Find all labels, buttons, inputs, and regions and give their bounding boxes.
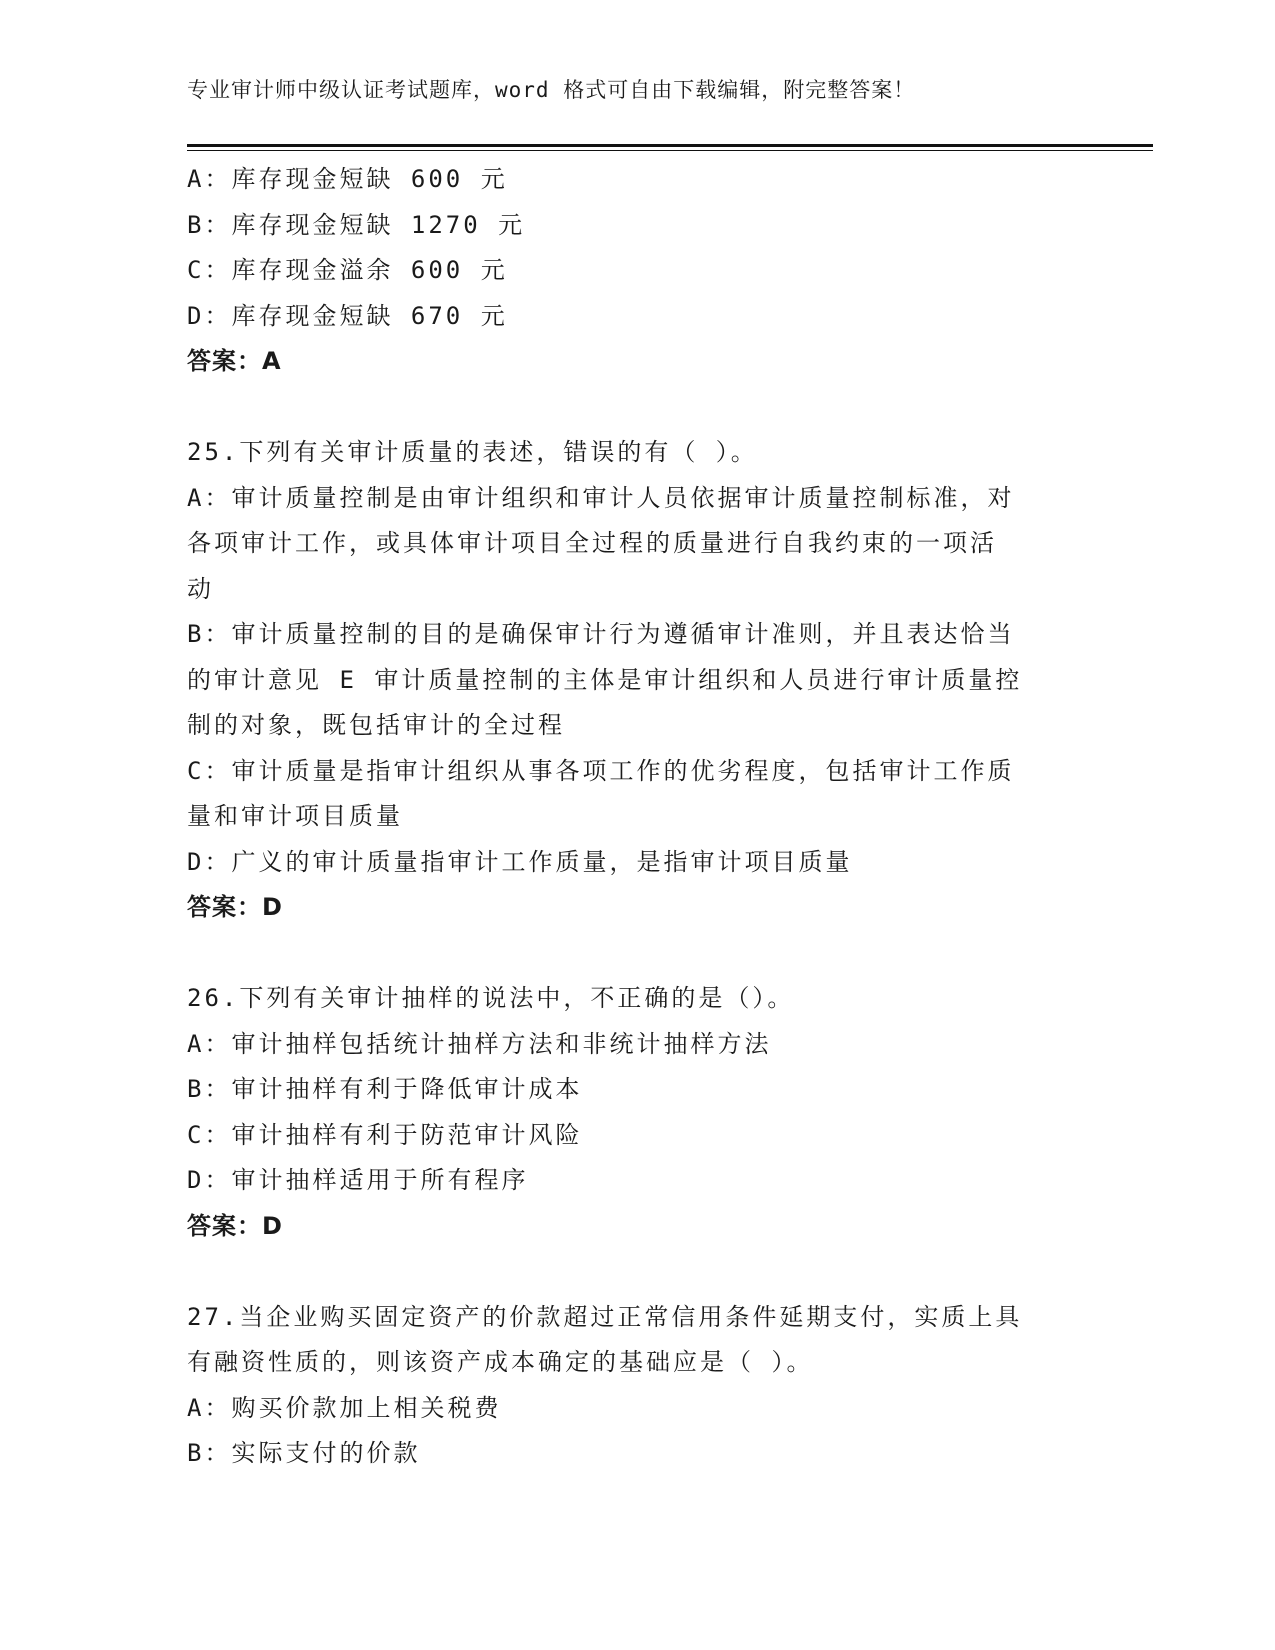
prev-option-d: D：库存现金短缺 670 元 — [187, 301, 508, 330]
q26-answer: 答案：D — [187, 1211, 283, 1240]
spacer — [187, 931, 1087, 977]
header-rule-thin — [187, 150, 1153, 151]
page-header: 专业审计师中级认证考试题库，word 格式可自由下载编辑，附完整答案！ — [187, 78, 916, 102]
q25-option-a-line3: 动 — [187, 574, 214, 603]
q25-option-b-line2: 的审计意见 E 审计质量控制的主体是审计组织和人员进行审计质量控 — [187, 665, 1023, 694]
spacer — [187, 385, 1087, 431]
header-rule-thick — [187, 144, 1153, 147]
q25-option-b-line1: B：审计质量控制的目的是确保审计行为遵循审计准则，并且表达恰当 — [187, 620, 1015, 648]
q26-option-a: A：审计抽样包括统计抽样方法和非统计抽样方法 — [187, 1029, 772, 1058]
q25-option-d: D：广义的审计质量指审计工作质量，是指审计项目质量 — [187, 847, 853, 876]
question-list — [187, 157, 1087, 1477]
q27-option-b: B：实际支付的价款 — [187, 1439, 421, 1467]
prev-option-b: B：库存现金短缺 1270 元 — [187, 210, 526, 239]
prev-option-a: A：库存现金短缺 600 元 — [187, 165, 508, 193]
q27-stem-line2: 有融资性质的，则该资产成本确定的基础应是（ ）。 — [187, 1348, 814, 1376]
q25-option-c-line1: C：审计质量是指审计组织从事各项工作的优劣程度，包括审计工作质 — [187, 756, 1015, 785]
prev-option-c: C：库存现金溢余 600 元 — [187, 256, 508, 284]
q25-option-a-line2: 各项审计工作，或具体审计项目全过程的质量进行自我约束的一项活 — [187, 529, 997, 557]
q26-option-b: B：审计抽样有利于降低审计成本 — [187, 1075, 583, 1103]
q27-stem-line1: 27.当企业购买固定资产的价款超过正常信用条件延期支付，实质上具 — [187, 1302, 1023, 1331]
q26-option-c: C：审计抽样有利于防范审计风险 — [187, 1120, 583, 1149]
q25-stem: 25.下列有关审计质量的表述，错误的有（ ）。 — [187, 438, 758, 466]
q27-option-a: A：购买价款加上相关税费 — [187, 1393, 502, 1422]
q26-option-d: D：审计抽样适用于所有程序 — [187, 1166, 529, 1194]
prev-answer: 答案：A — [187, 347, 282, 375]
q25-option-c-line2: 量和审计项目质量 — [187, 802, 403, 830]
q25-option-b-line3: 制的对象，既包括审计的全过程 — [187, 711, 565, 739]
q26-stem: 26.下列有关审计抽样的说法中，不正确的是（）。 — [187, 984, 795, 1012]
spacer — [187, 1249, 1087, 1295]
q25-option-a-line1: A：审计质量控制是由审计组织和审计人员依据审计质量控制标准，对 — [187, 483, 1015, 512]
q25-answer: 答案：D — [187, 893, 283, 921]
